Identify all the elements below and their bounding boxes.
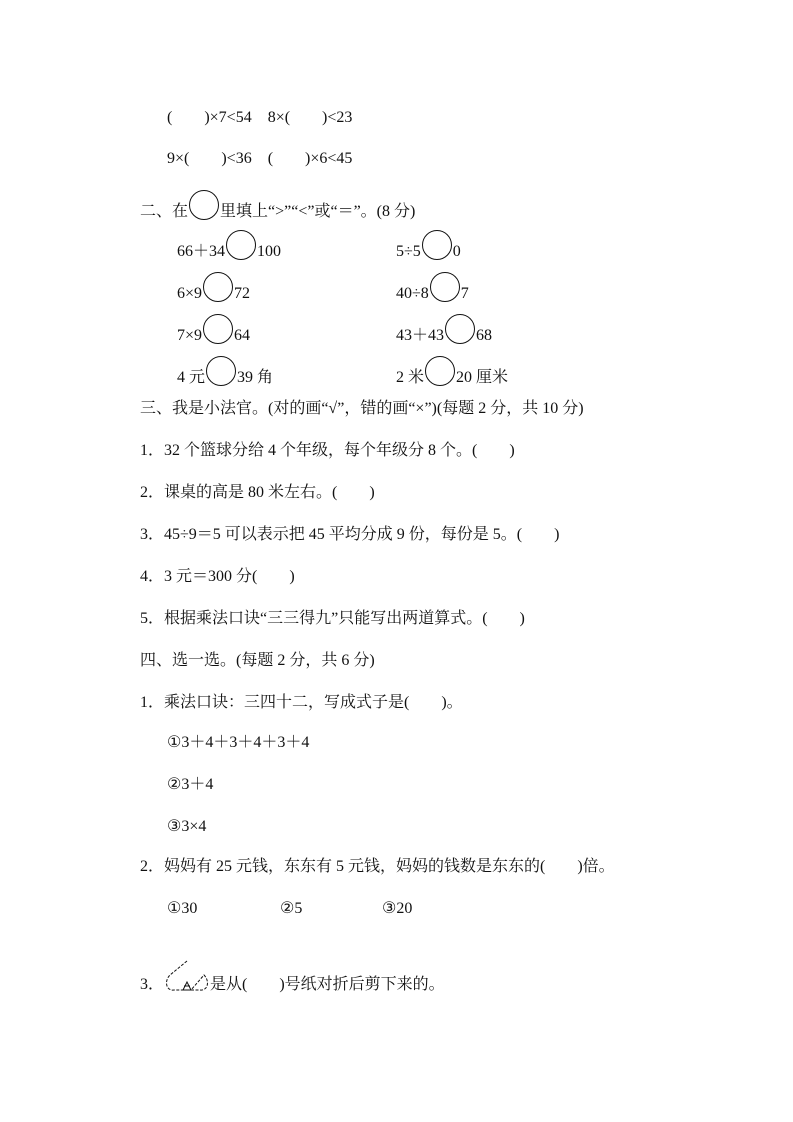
left-expr: 2 米 [396,369,425,386]
question-3 [140,959,445,995]
judge-item: 2．课桌的高是 80 米左右。( ) [140,484,375,501]
q3-text: 是从( )号纸对折后剪下来的。 [210,976,445,993]
left-expr: 7×9 [177,327,203,344]
judge-item: 1．32 个篮球分给 4 个年级，每个年级分 8 个。( ) [140,442,515,459]
part3-title: 三、我是小法官。(对的画“√”，错的画“×”)(每题 2 分，共 10 分) [140,400,584,417]
left-expr: 40÷8 [396,285,429,302]
option: ②5 [280,900,303,917]
title-text: 里填上“>”“<”或“＝”。(8 分) [220,203,416,220]
compare-item [177,238,281,262]
judge-item: 4．3 元＝300 分( ) [140,568,295,585]
left-expr: 6×9 [177,285,203,302]
part4-title: 四、选一选。(每题 2 分，共 6 分) [140,652,375,669]
circle-blank[interactable] [422,230,452,260]
right-expr: 39 角 [237,369,274,386]
title-text: 二、在 [140,203,189,220]
circle-blank[interactable] [203,272,233,302]
spade-cutout-icon [164,959,210,993]
right-expr: 100 [257,243,282,260]
circle-blank[interactable] [206,356,236,386]
option: ②3＋4 [167,776,214,793]
compare-item [396,280,469,304]
circle-blank[interactable] [203,314,233,344]
part1-line: 9×( )<36 ( )×6<45 [167,150,353,167]
part2-title [140,198,415,222]
judge-item: 5．根据乘法口诀“三三得九”只能写出两道算式。( ) [140,610,525,627]
circle-blank[interactable] [445,314,475,344]
right-expr: 68 [476,327,493,344]
circle-blank[interactable] [430,272,460,302]
right-expr: 0 [452,243,461,260]
compare-item [396,364,508,388]
question-2: 2．妈妈有 25 元钱，东东有 5 元钱，妈妈的钱数是东东的( )倍。 [140,858,615,875]
circle-blank[interactable] [226,230,256,260]
option: ③20 [382,900,413,917]
right-expr: 20 厘米 [456,369,509,386]
option: ①3＋4＋3＋4＋3＋4 [167,734,310,751]
left-expr: 5÷5 [396,243,421,260]
right-expr: 72 [234,285,251,302]
compare-item [396,238,461,262]
question-1: 1．乘法口诀：三四十二，写成式子是( )。 [140,694,463,711]
right-expr: 7 [460,285,469,302]
part1-line: ( )×7<54 8×( )<23 [167,109,353,126]
compare-item [396,322,492,346]
right-expr: 64 [234,327,251,344]
judge-item: 3．45÷9＝5 可以表示把 45 平均分成 9 份，每份是 5。( ) [140,526,560,543]
compare-item [177,364,273,388]
compare-item [177,322,250,346]
compare-item [177,280,250,304]
option: ①30 [167,900,198,917]
circle-blank [189,190,219,220]
q3-number: 3． [140,976,165,993]
left-expr: 66＋34 [177,243,226,260]
circle-blank[interactable] [425,356,455,386]
left-expr: 43＋43 [396,327,445,344]
left-expr: 4 元 [177,369,206,386]
option: ③3×4 [167,818,207,835]
